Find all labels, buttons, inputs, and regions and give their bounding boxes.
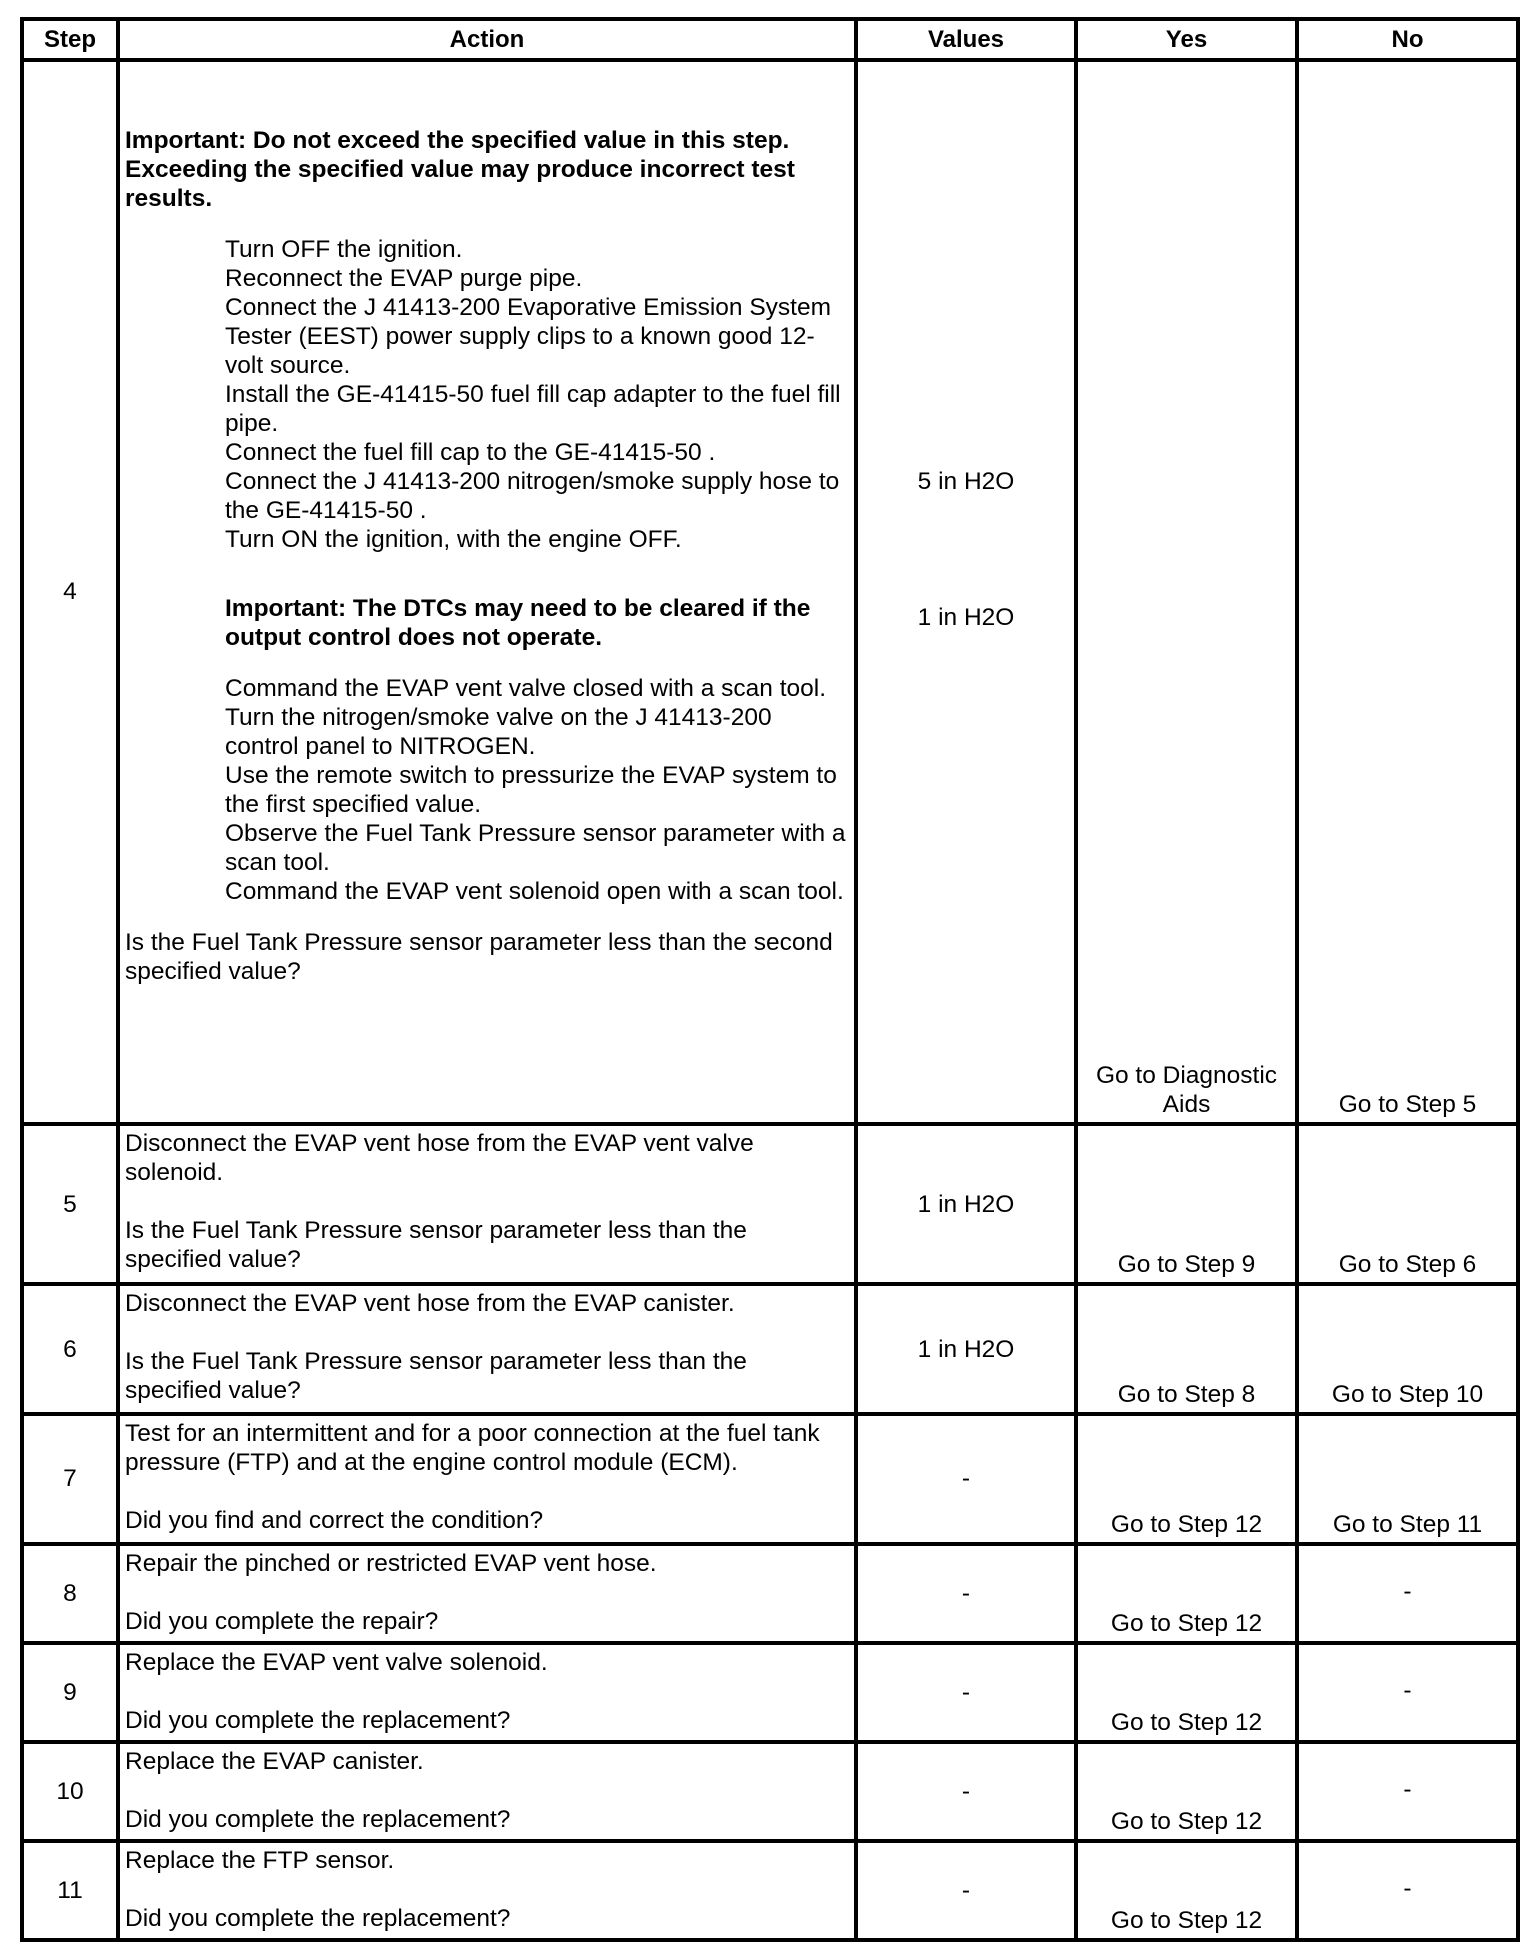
yes-link[interactable]: Go to Step 8 (1076, 1284, 1297, 1414)
table-row-step-4 (22, 60, 1518, 1124)
step-number: 4 (22, 60, 118, 1124)
step-value: - (856, 1414, 1076, 1544)
step-value: - (856, 1841, 1076, 1940)
table-row (22, 1544, 1518, 1643)
step-value: - (856, 1544, 1076, 1643)
step-values (856, 60, 1076, 1124)
step-question: Did you complete the replacement? (125, 1904, 511, 1932)
diagnostic-table (20, 17, 1520, 1942)
step-action (118, 60, 856, 1124)
yes-link[interactable]: Go to Diagnostic Aids (1076, 60, 1297, 1124)
step-number: 7 (22, 1414, 118, 1544)
yes-link[interactable]: Go to Step 12 (1076, 1544, 1297, 1643)
step-action (118, 1124, 856, 1284)
substep-item: Command the EVAP vent solenoid open with a scan tool. (225, 878, 844, 905)
step-value: 1 in H2O (856, 1284, 1076, 1414)
table-row (22, 1284, 1518, 1414)
no-link[interactable]: Go to Step 10 (1297, 1284, 1518, 1414)
substep-item: Turn ON the ignition, with the engine OFF. (225, 526, 682, 553)
no-link[interactable]: Go to Step 11 (1297, 1414, 1518, 1544)
step-number: 5 (22, 1124, 118, 1284)
action-text: Replace the EVAP canister. (125, 1747, 424, 1775)
step-value: - (856, 1742, 1076, 1841)
substep-item: Use the remote switch to pressurize the EVAP system to the first specified value. (225, 762, 837, 818)
substep-list (125, 235, 850, 554)
step-action (118, 1414, 856, 1544)
step-action (118, 1544, 856, 1643)
action-text: Disconnect the EVAP vent hose from the EVAP canister. (125, 1290, 735, 1318)
header-action: Action (118, 19, 856, 60)
step-number: 10 (22, 1742, 118, 1841)
no-link: - (1297, 1643, 1518, 1742)
important-note: Important: Do not exceed the specified value in this step. Exceeding the specified value may produce incorrect test results. (125, 127, 795, 212)
step-action (118, 1643, 856, 1742)
step-question: Did you find and correct the condition? (125, 1506, 544, 1534)
yes-link[interactable]: Go to Step 9 (1076, 1124, 1297, 1284)
substep-item: Reconnect the EVAP purge pipe. (225, 265, 583, 292)
table-row (22, 1841, 1518, 1940)
action-text: Disconnect the EVAP vent hose from the EVAP vent valve solenoid. (125, 1129, 754, 1186)
no-link[interactable]: Go to Step 5 (1297, 60, 1518, 1124)
substep-item: Connect the J 41413-200 nitrogen/smoke supply hose to the GE-41415-50 . (225, 468, 840, 524)
table-row (22, 1124, 1518, 1284)
no-link: - (1297, 1544, 1518, 1643)
no-link: - (1297, 1841, 1518, 1940)
value-first: 5 in H2O (917, 468, 1015, 495)
step-question: Did you complete the replacement? (125, 1706, 511, 1734)
step-question: Is the Fuel Tank Pressure sensor parameter less than the second specified value? (125, 929, 833, 985)
step-action (118, 1742, 856, 1841)
step-question: Did you complete the repair? (125, 1607, 439, 1635)
step-number: 9 (22, 1643, 118, 1742)
action-text: Replace the FTP sensor. (125, 1846, 395, 1874)
substep-item: Connect the fuel fill cap to the GE-41415-50 . (225, 439, 716, 466)
value-second: 1 in H2O (917, 604, 1015, 631)
header-yes: Yes (1076, 19, 1297, 60)
substep-item: Turn the nitrogen/smoke valve on the J 41413-200 control panel to NITROGEN. (225, 704, 772, 760)
step-action (118, 1841, 856, 1940)
yes-link[interactable]: Go to Step 12 (1076, 1742, 1297, 1841)
no-link: - (1297, 1742, 1518, 1841)
header-step: Step (22, 19, 118, 60)
table-row (22, 1742, 1518, 1841)
step-action (118, 1284, 856, 1414)
action-text: Test for an intermittent and for a poor connection at the fuel tank pressure (FTP) and at the engine control module (ECM). (125, 1419, 820, 1476)
substep-item: Connect the J 41413-200 Evaporative Emission System Tester (EEST) power supply clips to a known good 12-volt source. (225, 294, 832, 379)
action-text: Repair the pinched or restricted EVAP vent hose. (125, 1549, 657, 1577)
yes-link[interactable]: Go to Step 12 (1076, 1841, 1297, 1940)
header-no: No (1297, 19, 1518, 60)
yes-link[interactable]: Go to Step 12 (1076, 1414, 1297, 1544)
important-note-2-wrap (125, 594, 850, 652)
step-value: - (856, 1643, 1076, 1742)
step-question: Is the Fuel Tank Pressure sensor parameter less than the specified value? (125, 1216, 747, 1273)
step-question: Is the Fuel Tank Pressure sensor parameter less than the specified value? (125, 1348, 747, 1405)
yes-link[interactable]: Go to Step 12 (1076, 1643, 1297, 1742)
no-link[interactable]: Go to Step 6 (1297, 1124, 1518, 1284)
step-question: Did you complete the replacement? (125, 1805, 511, 1833)
table-row (22, 1643, 1518, 1742)
header-row (22, 19, 1518, 60)
substep-item: Command the EVAP vent valve closed with a scan tool. (225, 675, 827, 702)
step-number: 6 (22, 1284, 118, 1414)
step-number: 11 (22, 1841, 118, 1940)
substep-item: Observe the Fuel Tank Pressure sensor parameter with a scan tool. (225, 820, 846, 876)
action-text: Replace the EVAP vent valve solenoid. (125, 1648, 548, 1676)
substep-list (125, 674, 850, 906)
step-number: 8 (22, 1544, 118, 1643)
substep-item: Install the GE-41415-50 fuel fill cap adapter to the fuel fill pipe. (225, 381, 841, 437)
table-row (22, 1414, 1518, 1544)
header-values: Values (856, 19, 1076, 60)
important-note: Important: The DTCs may need to be cleared if the output control does not operate. (225, 595, 811, 651)
step-value: 1 in H2O (856, 1124, 1076, 1284)
substep-item: Turn OFF the ignition. (225, 236, 463, 263)
